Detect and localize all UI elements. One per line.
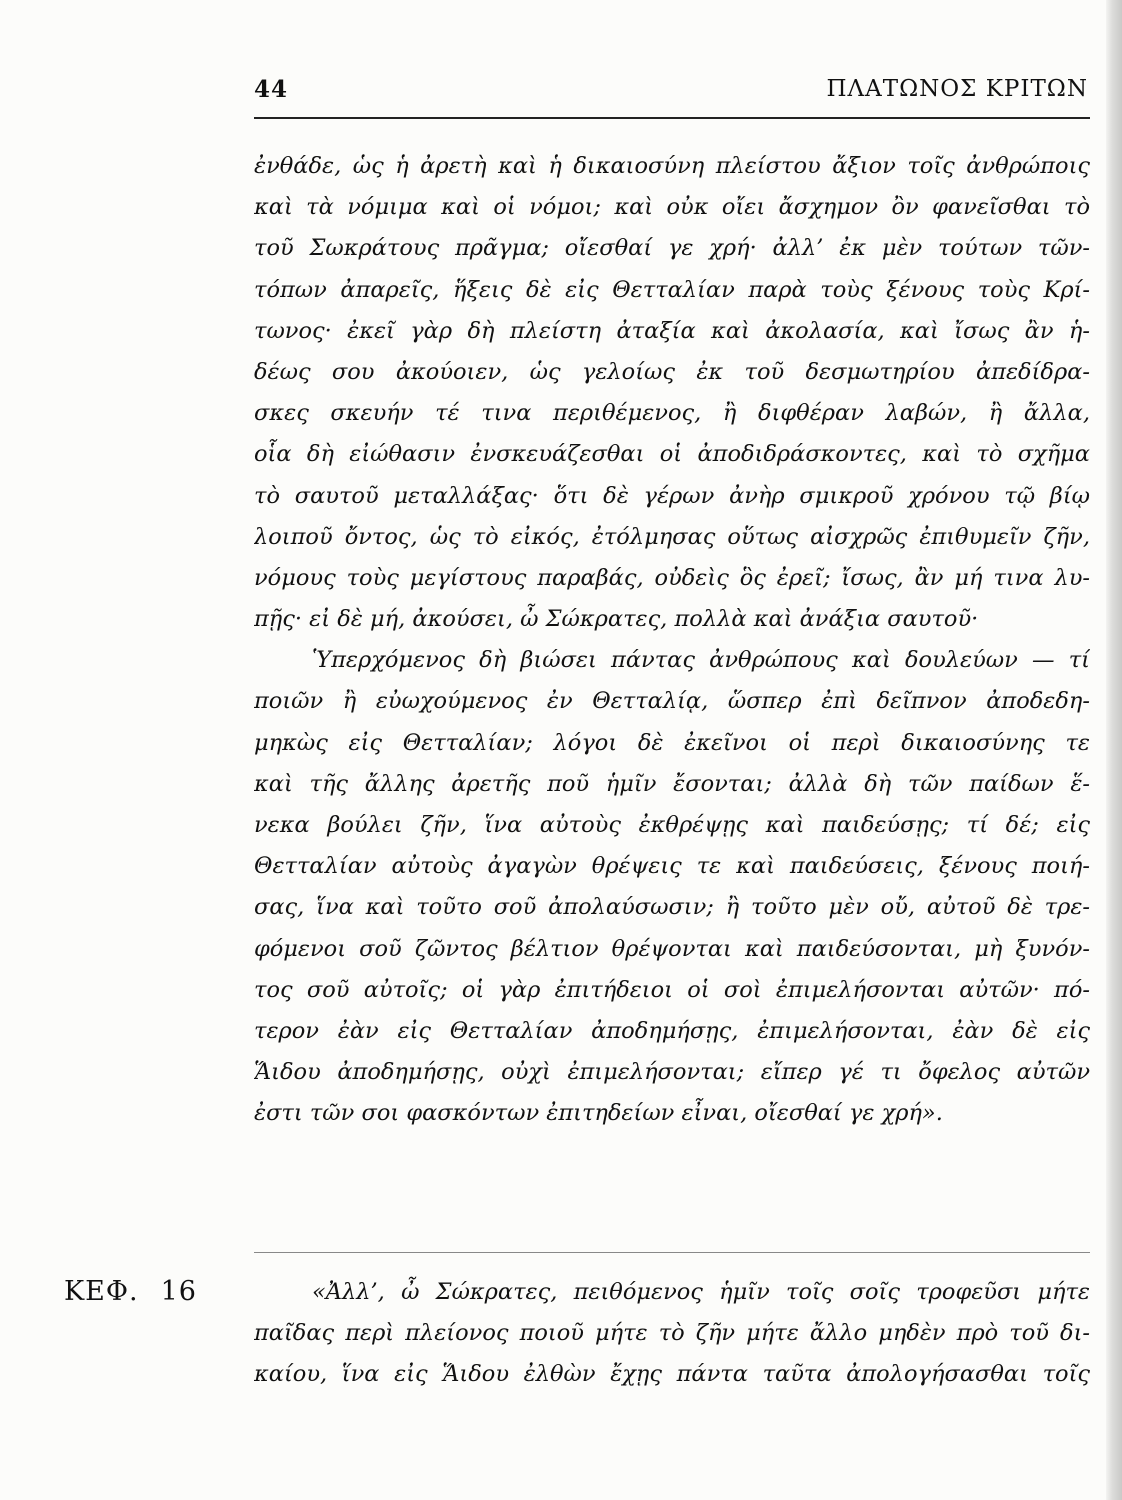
text-line: τερον ἐὰν εἰς Θετταλίαν ἀποδημήσῃς, ἐπιμελήσονται, ἐὰν δὲ εἰς [254, 1017, 1090, 1044]
text-line: οἷα δὴ εἰώθασιν ἐνσκευάζεσθαι οἱ ἀποδιδράσκοντες, καὶ τὸ σχῆμα [254, 441, 1090, 468]
text-line: μηκὼς εἰς Θετταλίαν; λόγοι δὲ ἐκεῖνοι οἱ περὶ δικαιοσύνης τε [254, 729, 1090, 756]
chapter-number: 16 [160, 1276, 197, 1307]
text-line: νόμους τοὺς μεγίστους παραβάς, οὐδεὶς ὃς ἐρεῖ; ἴσως, ἂν μή τινα λυ- [254, 564, 1090, 591]
text-line: ποιῶν ἢ εὐωχούμενος ἐν Θετταλίᾳ, ὥσπερ ἐπὶ δεῖπνον ἀποδεδη- [254, 688, 1090, 715]
text-line: Ἅιδου ἀποδημήσῃς, οὐχὶ ἐπιμελήσονται; εἴπερ γέ τι ὄφελος αὐτῶν [254, 1059, 1090, 1086]
running-head [254, 76, 1088, 112]
page-edge-shadow [1106, 0, 1122, 1500]
text-line: ἐστι τῶν σοι φασκόντων ἐπιτηδείων εἶναι, οἴεσθαί γε χρή». [254, 1100, 943, 1127]
text-line: τωνος· ἐκεῖ γὰρ δὴ πλείστη ἀταξία καὶ ἀκολασία, καὶ ἴσως ἂν ἡ- [254, 317, 1090, 344]
text-line: σας, ἵνα καὶ τοῦτο σοῦ ἀπολαύσωσιν; ἢ τοῦτο μὲν οὔ, αὐτοῦ δὲ τρε- [254, 894, 1090, 921]
text-line: λοιποῦ ὄντος, ὡς τὸ εἰκός, ἐτόλμησας οὕτως αἰσχρῶς ἐπιθυμεῖν ζῆν, [254, 523, 1090, 550]
chapter-label: ΚΕΦ. [64, 1276, 139, 1307]
text-line: πῇς· εἰ δὲ μή, ἀκούσει, ὦ Σώκρατες, πολλὰ καὶ ἀνάξια σαυτοῦ· [254, 606, 979, 633]
text-line-paragraph-start: «Ἀλλ’, ὦ Σώκρατες, πειθόμενος ἡμῖν τοῖς σοῖς τροφεῦσι μήτε [312, 1279, 1090, 1305]
chapter-marker [64, 1276, 197, 1307]
text-line: καίου, ἵνα εἰς Ἅιδου ἐλθὼν ἔχῃς πάντα ταῦτα ἀπολογήσασθαι τοῖς [254, 1361, 1090, 1388]
text-line: τὸ σαυτοῦ μεταλλάξας· ὅτι δὲ γέρων ἀνὴρ σμικροῦ χρόνου τῷ βίῳ [254, 482, 1090, 509]
chapter-text-block [254, 1272, 1090, 1396]
text-line: τος σοῦ αὐτοῖς; οἱ γὰρ ἐπιτήδειοι οἱ σοὶ ἐπιμελήσονται αὐτῶν· πό- [254, 976, 1090, 1003]
text-line: παῖδας περὶ πλείονος ποιοῦ μήτε τὸ ζῆν μήτε ἄλλο μηδὲν πρὸ τοῦ δι- [254, 1320, 1090, 1347]
text-line: δέως σου ἀκούοιεν, ὡς γελοίως ἐκ τοῦ δεσμωτηρίου ἀπεδίδρα- [254, 358, 1090, 385]
text-line: τοῦ Σωκράτους πρᾶγμα; οἴεσθαί γε χρή· ἀλλ’ ἐκ μὲν τούτων τῶν- [254, 235, 1090, 262]
text-line: καὶ τὰ νόμιμα καὶ οἱ νόμοι; καὶ οὐκ οἴει ἄσχημον ὂν φανεῖσθαι τὸ [254, 194, 1090, 221]
text-line: φόμενοι σοῦ ζῶντος βέλτιον θρέψονται καὶ παιδεύσονται, μὴ ξυνόν- [254, 935, 1090, 962]
text-line: σκες σκευήν τέ τινα περιθέμενος, ἢ διφθέραν λαβών, ἢ ἄλλα, [254, 400, 1090, 427]
text-line: ἐνθάδε, ὡς ἡ ἀρετὴ καὶ ἡ δικαιοσύνη πλείστου ἄξιον τοῖς ἀνθρώποις [254, 153, 1090, 179]
header-rule [254, 117, 1090, 119]
section-divider [254, 1252, 1090, 1253]
text-line-paragraph-start: Ὑπερχόμενος δὴ βιώσει πάντας ἀνθρώπους καὶ δουλεύων — τί [312, 647, 1090, 674]
book-title: ΠΛΑΤΩΝΟΣ ΚΡΙΤΩΝ [826, 76, 1088, 102]
text-line: τόπων ἀπαρεῖς, ἥξεις δὲ εἰς Θετταλίαν παρὰ τοὺς ξένους τοὺς Κρί- [254, 276, 1090, 303]
text-line: Θετταλίαν αὐτοὺς ἀγαγὼν θρέψεις τε καὶ παιδεύσεις, ξένους ποιή- [254, 853, 1090, 880]
main-text-block [254, 146, 1090, 1135]
page-number: 44 [254, 76, 289, 103]
text-line: καὶ τῆς ἄλλης ἀρετῆς ποῦ ἡμῖν ἔσονται; ἀλλὰ δὴ τῶν παίδων ἕ- [254, 770, 1090, 797]
text-line: νεκα βούλει ζῆν, ἵνα αὐτοὺς ἐκθρέψῃς καὶ παιδεύσῃς; τί δέ; εἰς [254, 812, 1090, 838]
